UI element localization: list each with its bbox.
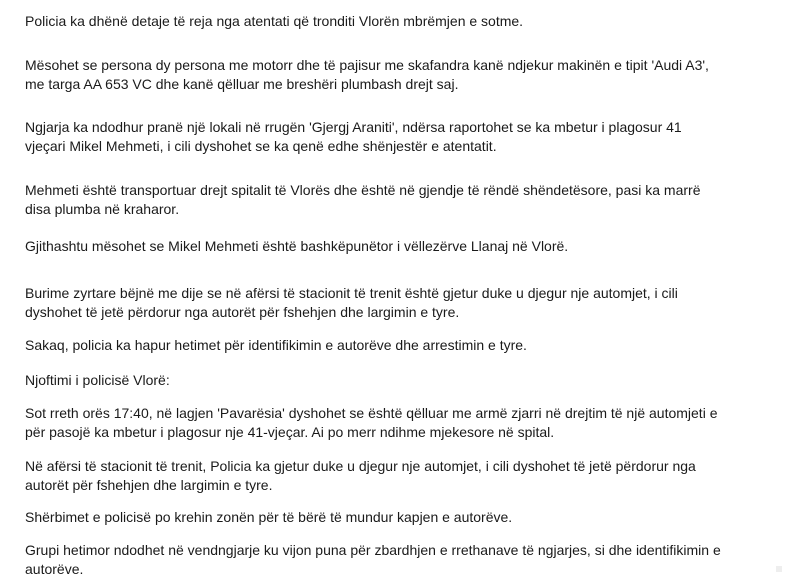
paragraph-9: Sot rreth orës 17:40, në lagjen 'Pavarësia' dyshohet se është qëlluar me armë zjarri në drejtim të një automjeti e për pasojë ka mbetur i plagosur nje 41-vjeçar. Ai po merr ndihme mjekesore në spital. — [25, 405, 718, 440]
paragraph-8: Njoftimi i policisë Vlorë: — [25, 372, 170, 388]
resize-grip-icon — [776, 566, 782, 572]
paragraph-3: Ngjarja ka ndodhur pranë një lokali në rrugën 'Gjergj Araniti', ndërsa raportohet se ka mbetur i plagosur 41 vjeçari Mikel Mehmeti, i cili dyshohet se ka qenë edhe shënjestër e atentatit. — [25, 119, 682, 154]
paragraph-6: Burime zyrtare bëjnë me dije se në afërsi të stacionit të trenit është gjetur duke u djegur nje automjet, i cili dyshohet të jetë përdorur nga autorët për fshehjen dhe largimin e tyre. — [25, 285, 678, 320]
paragraph-2: Mësohet se persona dy persona me motorr dhe të pajisur me skafandra kanë ndjekur makinën e tipit 'Audi A3', me targa AA 653 VC dhe kanë qëlluar me breshëri plumbash drejt saj. — [25, 57, 709, 92]
paragraph-12: Grupi hetimor ndodhet në vendngjarje ku vijon puna për zbardhjen e rrethanave të ngjarjes, si dhe identifikimin e autorëve. — [25, 542, 721, 577]
paragraph-7: Sakaq, policia ka hapur hetimet për identifikimin e autorëve dhe arrestimin e tyre. — [25, 337, 527, 353]
paragraph-4: Mehmeti është transportuar drejt spitalit të Vlorës dhe është në gjendje të rëndë shëndetësore, pasi ka marrë disa plumba në kraharor. — [25, 182, 701, 217]
paragraph-11: Shërbimet e policisë po krehin zonën për të bërë të mundur kapjen e autorëve. — [25, 509, 513, 525]
paragraph-5: Gjithashtu mësohet se Mikel Mehmeti është bashkëpunëtor i vëllezërve Llanaj në Vlorë. — [25, 238, 569, 254]
paragraph-1: Policia ka dhënë detaje të reja nga atentati që tronditi Vlorën mbrëmjen e sotme. — [25, 13, 524, 29]
paragraph-10: Në afërsi të stacionit të trenit, Policia ka gjetur duke u djegur nje automjet, i cili dyshohet të jetë përdorur nga autorët për fshehjen dhe largimin e tyre. — [25, 458, 696, 493]
